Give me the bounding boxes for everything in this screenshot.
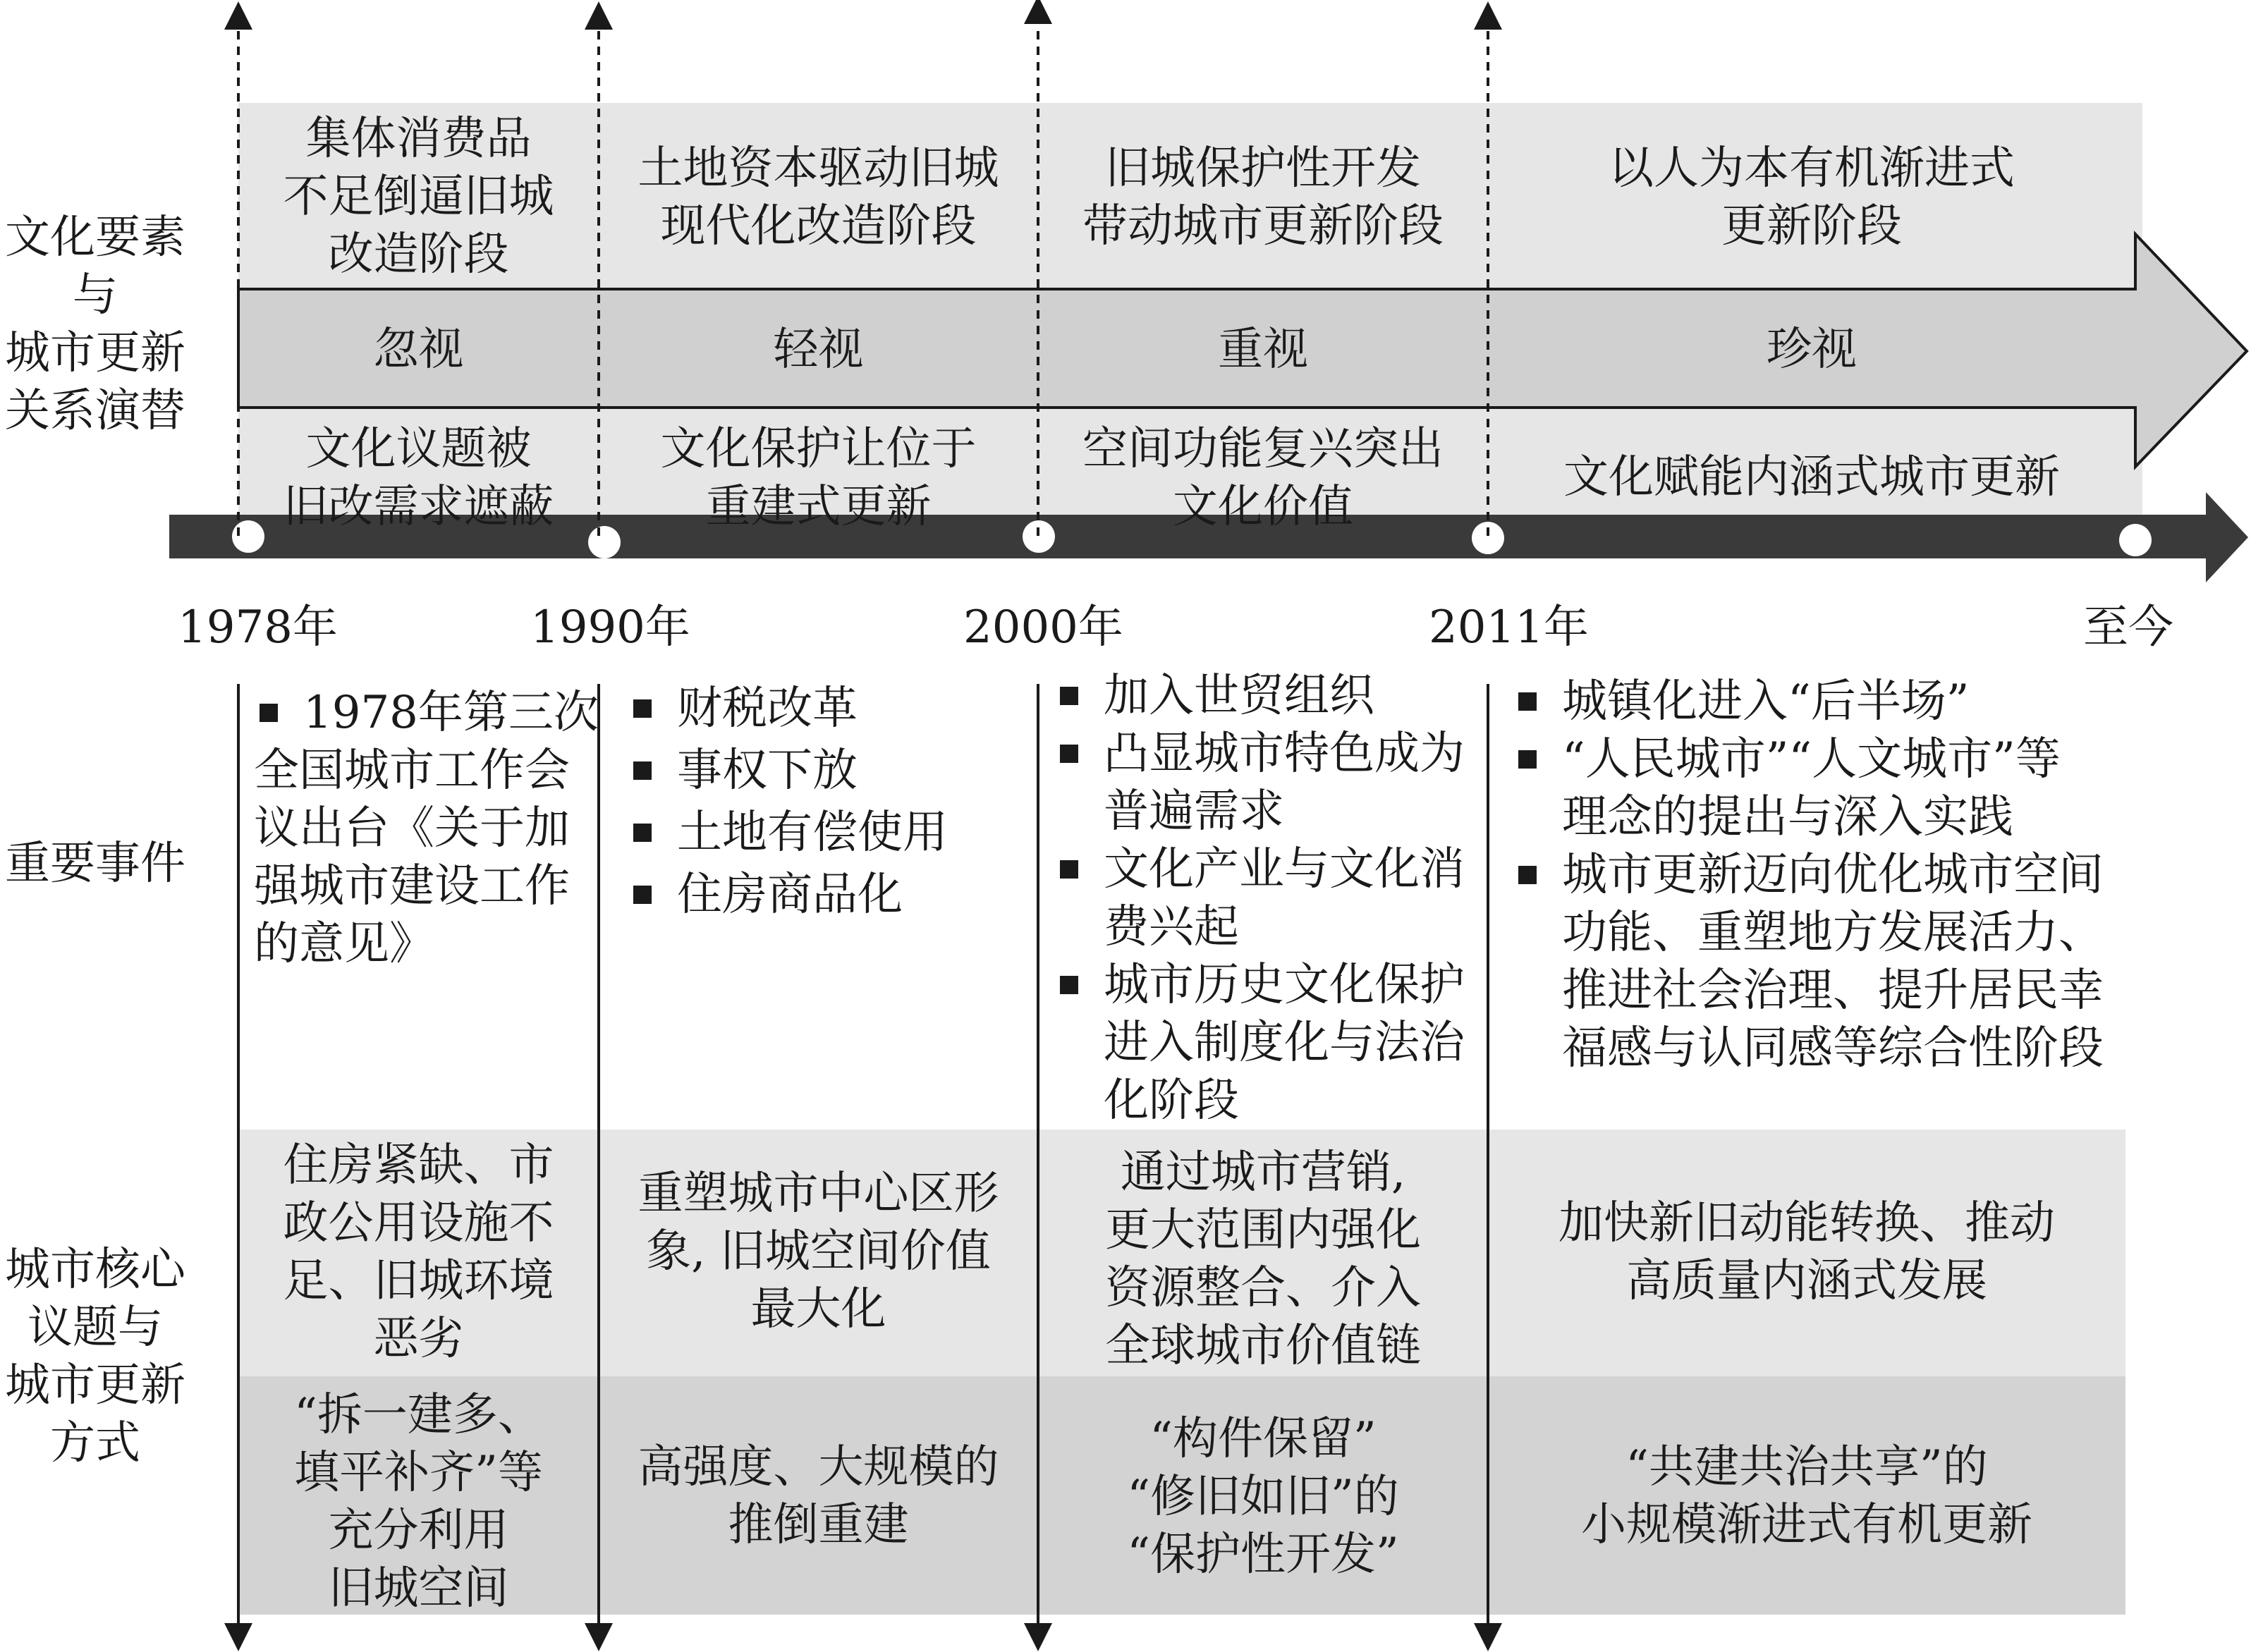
core-issue-1978: 住房紧缺、市 政公用设施不 足、旧城环境 恶劣 bbox=[283, 1139, 554, 1365]
core-issue-2000: 通过城市营销, 更大范围内强化 资源整合、介入 全球城市价值链 bbox=[1105, 1146, 1421, 1372]
stage-1978: 集体消费品 不足倒逼旧城 改造阶段 bbox=[283, 113, 554, 281]
renewal-mode-2011: “共建共治共享”的 小规模渐进式有机更新 bbox=[1581, 1441, 2032, 1551]
event-item: “人民城市”“人文城市”等 理念的提出与深入实践 bbox=[1513, 730, 2104, 846]
event-item: 财税改革 bbox=[628, 680, 948, 738]
row-label-events: 重要事件 bbox=[5, 838, 185, 890]
renewal-mode-1978: “拆一建多、 填平补齐”等 充分利用 旧城空间 bbox=[294, 1389, 543, 1615]
culture-status-2011: 文化赋能内涵式城市更新 bbox=[1563, 451, 2060, 503]
timeline-node-now bbox=[2119, 524, 2152, 556]
attitude-2011: 珍视 bbox=[1767, 324, 1857, 376]
row-label-relation: 文化要素 与 城市更新 关系演替 bbox=[5, 212, 185, 437]
events-1990 bbox=[628, 680, 948, 924]
event-item: 文化产业与文化消 费兴起 bbox=[1054, 840, 1465, 956]
stage-2000: 旧城保护性开发 带动城市更新阶段 bbox=[1082, 142, 1444, 252]
core-issue-2011: 加快新旧动能转换、推动 高质量内涵式发展 bbox=[1558, 1197, 2055, 1307]
event-item: 事权下放 bbox=[628, 742, 948, 800]
year-now: 至今 bbox=[2083, 601, 2173, 654]
event-item: 加入世贸组织 bbox=[1054, 667, 1465, 725]
attitude-1978: 忽视 bbox=[373, 324, 464, 376]
year-1978: 1978年 bbox=[178, 601, 338, 654]
row-label-issues: 城市核心 议题与 城市更新 方式 bbox=[5, 1244, 185, 1469]
event-item: 住房商品化 bbox=[628, 866, 948, 924]
event-item: 城市更新迈向优化城市空间 功能、重塑地方发展活力、 推进社会治理、提升居民幸 福感与认同感等综合性阶段 bbox=[1513, 846, 2104, 1077]
culture-status-1990: 文化保护让位于 重建式更新 bbox=[660, 423, 977, 533]
events-1978: 1978年第三次 全国城市工作会 议出台《关于加 强城市建设工作 的意见》 bbox=[254, 684, 599, 973]
event-item: 凸显城市特色成为 普遍需求 bbox=[1054, 725, 1465, 840]
event-item: 1978年第三次 bbox=[254, 684, 599, 742]
stage-1990: 土地资本驱动旧城 现代化改造阶段 bbox=[638, 142, 999, 252]
attitude-2000: 重视 bbox=[1218, 324, 1308, 376]
stage-2011: 以人为本有机渐进式 更新阶段 bbox=[1609, 142, 2015, 252]
events-2000 bbox=[1054, 667, 1465, 1130]
renewal-mode-1990: 高强度、大规模的 推倒重建 bbox=[638, 1441, 999, 1551]
event-item: 城市历史文化保护 进入制度化与法治 化阶段 bbox=[1054, 956, 1465, 1130]
attitude-1990: 轻视 bbox=[773, 324, 864, 376]
culture-status-2000: 空间功能复兴突出 文化价值 bbox=[1082, 423, 1444, 533]
renewal-mode-2000: “构件保留” “修旧如旧”的 “保护性开发” bbox=[1127, 1413, 1399, 1581]
year-2011: 2011年 bbox=[1429, 601, 1589, 654]
core-issue-1990: 重塑城市中心区形 象, 旧城空间价值 最大化 bbox=[638, 1168, 999, 1335]
culture-status-1978: 文化议题被 旧改需求遮蔽 bbox=[283, 423, 554, 533]
year-2000: 2000年 bbox=[963, 601, 1123, 654]
event-item: 城镇化进入“后半场” bbox=[1513, 673, 2104, 730]
event-item: 土地有偿使用 bbox=[628, 804, 948, 862]
events-2011 bbox=[1513, 673, 2104, 1077]
year-1990: 1990年 bbox=[530, 601, 690, 654]
